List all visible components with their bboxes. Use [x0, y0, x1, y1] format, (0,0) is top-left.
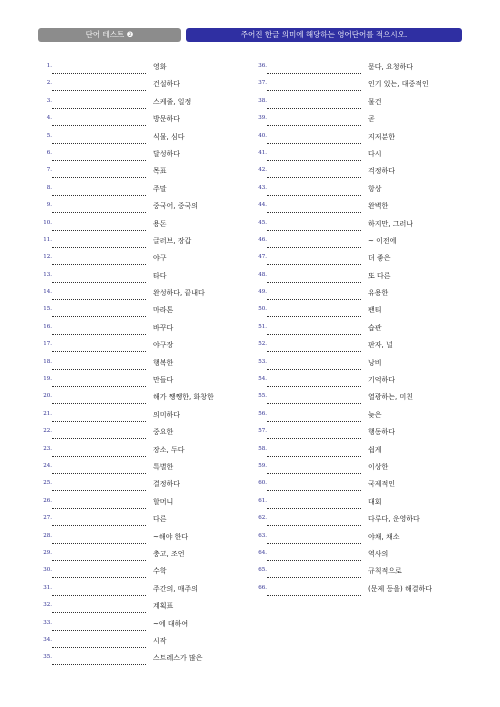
word-row [38, 564, 218, 581]
answer-blank[interactable] [267, 403, 361, 404]
word-row [38, 234, 218, 251]
word-row [38, 269, 218, 286]
item-number: 36. [258, 63, 267, 69]
answer-blank[interactable] [267, 525, 361, 526]
answer-blank[interactable] [267, 299, 361, 300]
korean-meaning: 중요한 [153, 428, 174, 437]
word-row [253, 582, 443, 599]
word-row [253, 77, 443, 94]
korean-meaning: 국제적인 [368, 480, 396, 489]
korean-meaning: 완성하다, 끝내다 [153, 289, 205, 298]
korean-meaning: 하지만, 그러나 [368, 219, 414, 228]
item-number: 14. [43, 289, 52, 296]
item-number: 15. [43, 306, 52, 313]
item-number: 20. [43, 393, 52, 400]
answer-blank[interactable] [52, 247, 146, 248]
item-number: 8. [46, 184, 52, 191]
word-row [38, 338, 218, 355]
answer-blank[interactable] [52, 421, 146, 422]
word-row [38, 425, 218, 442]
korean-meaning: 늦은 [368, 410, 382, 419]
word-row [253, 443, 443, 460]
item-number: 34. [43, 636, 52, 643]
korean-meaning: 수학 [153, 567, 167, 576]
korean-meaning: 해가 쨍쨍한, 화창한 [153, 393, 214, 402]
korean-meaning: 규칙적으로 [368, 567, 402, 576]
word-row [38, 95, 218, 112]
answer-blank[interactable] [52, 282, 146, 283]
word-row [38, 373, 218, 390]
item-number: 23. [43, 445, 52, 452]
item-number: 47. [258, 254, 267, 261]
korean-meaning: 또 다른 [368, 271, 391, 280]
korean-meaning: 목표 [153, 167, 167, 176]
word-row [38, 164, 218, 181]
answer-blank[interactable] [52, 386, 146, 387]
item-number: 35. [43, 654, 52, 661]
item-number: 28. [43, 532, 52, 539]
item-number: 42. [258, 167, 267, 174]
korean-meaning: 중국어, 중국의 [153, 202, 199, 211]
answer-blank[interactable] [52, 577, 146, 578]
word-row [253, 321, 443, 338]
item-number: 32. [43, 602, 52, 609]
korean-meaning: 다시 [368, 149, 382, 158]
korean-meaning: ~ 이전에 [368, 236, 397, 245]
answer-blank[interactable] [52, 195, 146, 196]
korean-meaning: 열광하는, 미친 [368, 393, 414, 402]
item-number: 51. [258, 323, 267, 330]
answer-blank[interactable] [267, 125, 361, 126]
word-row [253, 356, 443, 373]
item-number: 61. [258, 497, 267, 504]
korean-meaning: 건설하다 [153, 80, 181, 89]
word-row [38, 408, 218, 425]
answer-blank[interactable] [52, 369, 146, 370]
item-number: 2. [46, 80, 52, 87]
word-row [38, 530, 218, 547]
word-row [253, 251, 443, 268]
right-word-column [253, 60, 443, 599]
korean-meaning: 판자, 널 [368, 341, 393, 350]
answer-blank[interactable] [52, 664, 146, 665]
answer-blank[interactable] [52, 438, 146, 439]
korean-meaning: ~해야 한다 [153, 532, 189, 541]
left-word-column [38, 60, 218, 669]
korean-meaning: 시작 [153, 636, 167, 645]
korean-meaning: 습관 [368, 323, 382, 332]
item-number: 39. [258, 115, 267, 122]
test-title-badge: 단어 테스트 ❷ [38, 28, 181, 42]
item-number: 31. [43, 584, 52, 591]
word-row [38, 599, 218, 616]
korean-meaning: 바꾸다 [153, 323, 174, 332]
korean-meaning: 용돈 [153, 219, 167, 228]
item-number: 17. [43, 341, 52, 348]
word-row [38, 356, 218, 373]
item-number: 33. [43, 619, 52, 626]
word-row [253, 564, 443, 581]
word-row [38, 303, 218, 320]
item-number: 41. [258, 149, 267, 156]
item-number: 45. [258, 219, 267, 226]
item-number: 60. [258, 480, 267, 487]
word-row [38, 77, 218, 94]
item-number: 52. [258, 341, 267, 348]
word-row [253, 182, 443, 199]
item-number: 27. [43, 515, 52, 522]
answer-blank[interactable] [52, 456, 146, 457]
item-number: 46. [258, 236, 267, 243]
answer-blank[interactable] [267, 595, 361, 596]
korean-meaning: 특별한 [153, 462, 174, 471]
answer-blank[interactable] [52, 316, 146, 317]
instructions-banner: 주어진 한글 의미에 해당하는 영어단어를 적으시오. [186, 28, 462, 42]
item-number: 65. [258, 567, 267, 574]
korean-meaning: 행복한 [153, 358, 174, 367]
korean-meaning: 곧 [368, 115, 375, 124]
korean-meaning: 역사의 [368, 549, 389, 558]
word-row [253, 303, 443, 320]
item-number: 53. [258, 358, 267, 365]
answer-blank[interactable] [267, 230, 361, 231]
korean-meaning: 달성하다 [153, 149, 181, 158]
item-number: 1. [46, 63, 52, 69]
korean-meaning: 인기 있는, 대중적인 [368, 80, 429, 89]
item-number: 58. [258, 445, 267, 452]
korean-meaning: 할머니 [153, 497, 174, 506]
item-number: 25. [43, 480, 52, 487]
answer-blank[interactable] [267, 543, 361, 544]
word-row [38, 321, 218, 338]
item-number: 13. [43, 271, 52, 278]
korean-meaning: 타다 [153, 271, 167, 280]
answer-blank[interactable] [267, 577, 361, 578]
answer-blank[interactable] [52, 508, 146, 509]
answer-blank[interactable] [267, 473, 361, 474]
answer-blank[interactable] [267, 212, 361, 213]
item-number: 22. [43, 428, 52, 435]
item-number: 21. [43, 410, 52, 417]
answer-blank[interactable] [267, 247, 361, 248]
answer-blank[interactable] [267, 456, 361, 457]
answer-blank[interactable] [267, 508, 361, 509]
word-row [253, 217, 443, 234]
korean-meaning: 물건 [368, 97, 382, 106]
korean-meaning: (문제 등을) 해결하다 [368, 584, 433, 593]
korean-meaning: 방문하다 [153, 115, 181, 124]
word-row [38, 443, 218, 460]
korean-meaning: ~에 대하여 [153, 619, 189, 628]
korean-meaning: 더 좋은 [368, 254, 391, 263]
answer-blank[interactable] [52, 143, 146, 144]
word-row [253, 286, 443, 303]
word-row [38, 390, 218, 407]
answer-blank[interactable] [267, 560, 361, 561]
answer-blank[interactable] [267, 195, 361, 196]
word-row [38, 634, 218, 651]
word-row [253, 338, 443, 355]
answer-blank[interactable] [267, 421, 361, 422]
answer-blank[interactable] [52, 612, 146, 613]
korean-meaning: 팬티 [368, 306, 382, 315]
answer-blank[interactable] [267, 177, 361, 178]
korean-meaning: 계획표 [153, 602, 174, 611]
answer-blank[interactable] [52, 525, 146, 526]
answer-blank[interactable] [267, 160, 361, 161]
korean-meaning: 스케줄, 일정 [153, 97, 192, 106]
answer-blank[interactable] [52, 108, 146, 109]
korean-meaning: 글러브, 장갑 [153, 236, 192, 245]
korean-meaning: 완벽한 [368, 202, 389, 211]
item-number: 64. [258, 549, 267, 556]
word-row [253, 390, 443, 407]
answer-blank[interactable] [52, 647, 146, 648]
word-row [253, 112, 443, 129]
word-row [38, 286, 218, 303]
item-number: 6. [46, 149, 52, 156]
item-number: 48. [258, 271, 267, 278]
answer-blank[interactable] [267, 73, 361, 74]
word-row [38, 495, 218, 512]
item-number: 5. [46, 132, 52, 139]
word-row [253, 512, 443, 529]
word-row [253, 425, 443, 442]
korean-meaning: 야채, 채소 [368, 532, 400, 541]
answer-blank[interactable] [52, 473, 146, 474]
word-row [253, 60, 443, 77]
korean-meaning: 영화 [153, 63, 167, 71]
word-row [253, 460, 443, 477]
korean-meaning: 낭비 [368, 358, 382, 367]
item-number: 11. [43, 236, 52, 243]
word-row [253, 234, 443, 251]
korean-meaning: 식물, 심다 [153, 132, 185, 141]
korean-meaning: 대회 [368, 497, 382, 506]
answer-blank[interactable] [267, 316, 361, 317]
answer-blank[interactable] [267, 264, 361, 265]
item-number: 16. [43, 323, 52, 330]
item-number: 24. [43, 462, 52, 469]
answer-blank[interactable] [267, 490, 361, 491]
word-row [38, 512, 218, 529]
item-number: 59. [258, 462, 267, 469]
item-number: 40. [258, 132, 267, 139]
answer-blank[interactable] [267, 334, 361, 335]
korean-meaning: 행동하다 [368, 428, 396, 437]
word-row [253, 269, 443, 286]
word-row [253, 477, 443, 494]
answer-blank[interactable] [267, 386, 361, 387]
item-number: 19. [43, 376, 52, 383]
worksheet-header [38, 28, 462, 42]
word-row [38, 60, 218, 77]
answer-blank[interactable] [52, 403, 146, 404]
answer-blank[interactable] [52, 334, 146, 335]
item-number: 54. [258, 376, 267, 383]
korean-meaning: 결정하다 [153, 480, 181, 489]
word-row [38, 477, 218, 494]
answer-blank[interactable] [52, 299, 146, 300]
korean-meaning: 쉽게 [368, 445, 382, 454]
word-row [38, 217, 218, 234]
answer-blank[interactable] [52, 230, 146, 231]
word-row [38, 130, 218, 147]
item-number: 56. [258, 410, 267, 417]
word-row [38, 460, 218, 477]
word-row [253, 547, 443, 564]
item-number: 4. [46, 115, 52, 122]
korean-meaning: 스트레스가 많은 [153, 654, 203, 663]
item-number: 26. [43, 497, 52, 504]
korean-meaning: 주간의, 매주의 [153, 584, 199, 593]
word-row [253, 495, 443, 512]
korean-meaning: 다른 [153, 515, 167, 524]
word-row [38, 251, 218, 268]
answer-blank[interactable] [267, 143, 361, 144]
word-row [38, 147, 218, 164]
word-row [38, 582, 218, 599]
answer-blank[interactable] [52, 90, 146, 91]
item-number: 57. [258, 428, 267, 435]
answer-blank[interactable] [267, 351, 361, 352]
word-row [253, 408, 443, 425]
answer-blank[interactable] [267, 369, 361, 370]
korean-meaning: 항상 [368, 184, 382, 193]
answer-blank[interactable] [267, 90, 361, 91]
item-number: 37. [258, 80, 267, 87]
korean-meaning: 지저분한 [368, 132, 396, 141]
word-row [253, 199, 443, 216]
word-row [253, 373, 443, 390]
item-number: 66. [258, 584, 267, 591]
word-row [38, 617, 218, 634]
item-number: 10. [43, 219, 52, 226]
answer-blank[interactable] [52, 125, 146, 126]
answer-blank[interactable] [52, 543, 146, 544]
korean-meaning: 기억하다 [368, 376, 396, 385]
answer-blank[interactable] [52, 560, 146, 561]
korean-meaning: 묻다, 요청하다 [368, 63, 414, 71]
word-row [253, 95, 443, 112]
answer-blank[interactable] [52, 630, 146, 631]
item-number: 9. [46, 202, 52, 209]
item-number: 62. [258, 515, 267, 522]
answer-blank[interactable] [52, 177, 146, 178]
answer-blank[interactable] [267, 438, 361, 439]
item-number: 12. [43, 254, 52, 261]
item-number: 50. [258, 306, 267, 313]
word-row [253, 530, 443, 547]
korean-meaning: 이상한 [368, 462, 389, 471]
item-number: 30. [43, 567, 52, 574]
answer-blank[interactable] [52, 73, 146, 74]
korean-meaning: 주말 [153, 184, 167, 193]
item-number: 38. [258, 97, 267, 104]
answer-blank[interactable] [52, 160, 146, 161]
korean-meaning: 야구장 [153, 341, 174, 350]
word-row [38, 199, 218, 216]
word-row [253, 147, 443, 164]
answer-blank[interactable] [267, 108, 361, 109]
item-number: 55. [258, 393, 267, 400]
item-number: 63. [258, 532, 267, 539]
korean-meaning: 충고, 조언 [153, 549, 185, 558]
korean-meaning: 장소, 두다 [153, 445, 185, 454]
korean-meaning: 만들다 [153, 376, 174, 385]
word-row [253, 164, 443, 181]
word-row [38, 547, 218, 564]
answer-blank[interactable] [52, 595, 146, 596]
korean-meaning: 걱정하다 [368, 167, 396, 176]
word-row [253, 130, 443, 147]
item-number: 18. [43, 358, 52, 365]
answer-blank[interactable] [52, 351, 146, 352]
answer-blank[interactable] [52, 264, 146, 265]
answer-blank[interactable] [52, 490, 146, 491]
word-row [38, 651, 218, 668]
korean-meaning: 의미하다 [153, 410, 181, 419]
word-row [38, 182, 218, 199]
item-number: 3. [46, 97, 52, 104]
korean-meaning: 다루다, 운영하다 [368, 515, 420, 524]
word-row [38, 112, 218, 129]
item-number: 49. [258, 289, 267, 296]
korean-meaning: 야구 [153, 254, 167, 263]
item-number: 29. [43, 549, 52, 556]
item-number: 7. [46, 167, 52, 174]
korean-meaning: 마라톤 [153, 306, 174, 315]
korean-meaning: 유용한 [368, 289, 389, 298]
item-number: 43. [258, 184, 267, 191]
answer-blank[interactable] [52, 212, 146, 213]
item-number: 44. [258, 202, 267, 209]
answer-blank[interactable] [267, 282, 361, 283]
